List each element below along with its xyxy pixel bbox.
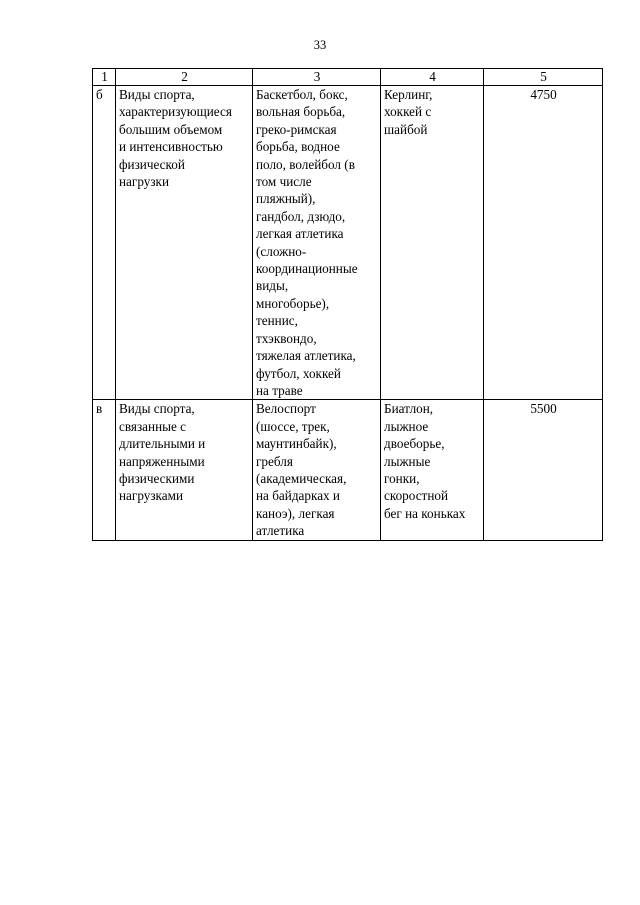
page-number: 33 [313,38,327,52]
header-cell-3: 3 [253,69,381,86]
row-value: 5500 [484,400,603,540]
row-letter: б [93,86,116,400]
table-header-row [93,69,603,86]
row-summer-sports: Баскетбол, бокс, вольная борьба, греко-римская борьба, водное поло, волейбол (в том числе пляжный), гандбол, дзюдо, легкая атлетика (сложно- координационные виды, многоборье), теннис, тхэквондо, тяжелая атлетика, футбол, хоккей на траве [253,86,381,400]
row-summer-sports: Велоспорт (шоссе, трек, маунтинбайк), гребля (академическая, на байдарках и каноэ), легкая атлетика [253,400,381,540]
table-row [93,400,603,540]
table-row [93,86,603,400]
row-winter-sports: Биатлон, лыжное двоеборье, лыжные гонки, скоростной бег на коньках [381,400,484,540]
row-category: Виды спорта, характеризующиеся большим объемом и интенсивностью физической нагрузки [116,86,253,400]
row-winter-sports: Керлинг, хоккей с шайбой [381,86,484,400]
row-letter: в [93,400,116,540]
header-cell-4: 4 [381,69,484,86]
header-cell-5: 5 [484,69,603,86]
row-category: Виды спорта, связанные с длительными и напряженными физическими нагрузками [116,400,253,540]
sports-table [92,68,603,541]
header-cell-2: 2 [116,69,253,86]
header-cell-1: 1 [93,69,116,86]
row-value: 4750 [484,86,603,400]
